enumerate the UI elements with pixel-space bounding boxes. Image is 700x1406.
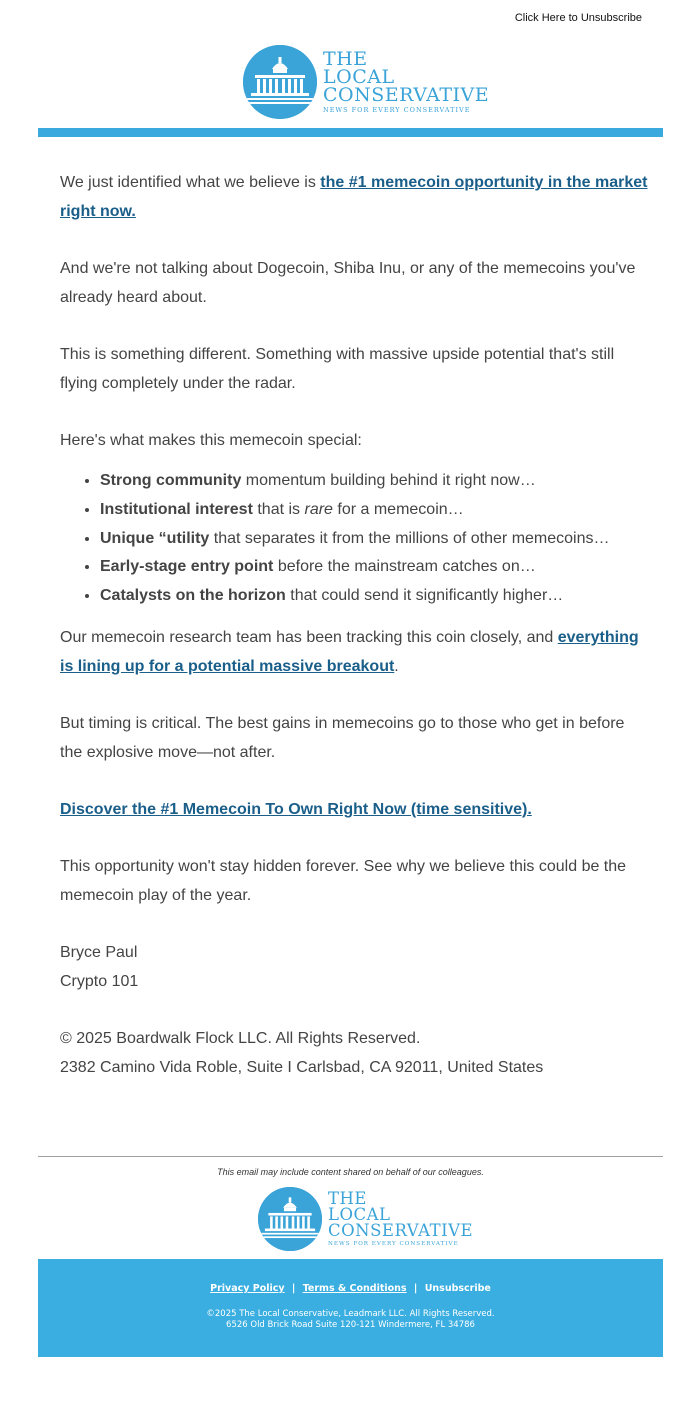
email-body	[60, 168, 650, 1110]
list-item: • Early-stage entry point before the mainstream catches on…	[100, 553, 650, 582]
sender-info	[60, 1024, 650, 1082]
footer-links	[38, 1283, 663, 1294]
logo-tagline: NEWS FOR EVERY CONSERVATIVE	[323, 106, 471, 115]
intro-text: We just identified what we believe is	[60, 174, 321, 191]
logo-tagline: NEWS FOR EVERY CONSERVATIVE	[328, 1240, 459, 1247]
breakout-link[interactable]: everything is lining up for a potential massive breakout	[60, 628, 639, 675]
logo-line-local: LOCAL	[323, 65, 395, 88]
link-separator: |	[291, 1283, 296, 1294]
sender-address: 2382 Camino Vida Roble, Suite I Carlsbad, CA 92011, United States	[60, 1058, 544, 1076]
copyright-text: © 2025 Boardwalk Flock LLC. All Rights Reserved.	[60, 1029, 421, 1047]
logo-line-local: LOCAL	[328, 1205, 391, 1225]
brand-wordmark	[323, 47, 490, 115]
footer-disclaimer: This email may include content shared on behalf of our colleagues.	[217, 1167, 484, 1177]
paragraph-not-dogecoin: And we're not talking about Dogecoin, Shiba Inu, or any of the memecoins you've already heard about.	[60, 260, 636, 306]
header-divider-bar	[38, 128, 663, 137]
list-item: • Strong community momentum building behind it right now…	[100, 467, 650, 496]
paragraph-hidden-forever: This opportunity won't stay hidden forever. See why we believe this could be the memecoin play of the year.	[60, 857, 627, 904]
cta-paragraph	[60, 795, 650, 824]
cta-discover-link[interactable]: Discover the #1 Memecoin To Own Right Now (time sensitive).	[60, 800, 532, 818]
logo-line-conservative: CONSERVATIVE	[323, 84, 490, 107]
intro-paragraph	[60, 168, 650, 226]
list-item: • Institutional interest that is rare for a memecoin…	[100, 496, 650, 525]
logo-line-the: THE	[323, 47, 368, 70]
capitol-building-icon	[258, 1187, 322, 1251]
signature	[60, 938, 650, 996]
footer-brand-wordmark	[328, 1191, 473, 1246]
privacy-policy-link[interactable]: Privacy Policy	[210, 1283, 285, 1294]
signature-org: Crypto 101	[60, 972, 139, 990]
paragraph-research-team: Our memecoin research team has been tracking this coin closely, and everything is lining up for a potential massive breakout.	[60, 628, 639, 675]
footer-brand-logo[interactable]	[258, 1187, 473, 1251]
paragraph-special-intro: Here's what makes this memecoin special:	[60, 432, 362, 449]
capitol-building-icon	[243, 45, 317, 119]
unsubscribe-top-link[interactable]: Click Here to Unsubscribe	[514, 12, 642, 24]
signature-name: Bryce Paul	[60, 943, 138, 961]
footer-address: 6526 Old Brick Road Suite 120-121 Windermere, FL 34786	[226, 1320, 475, 1330]
list-item: • Catalysts on the horizon that could send it significantly higher…	[100, 582, 650, 611]
logo-line-conservative: CONSERVATIVE	[328, 1220, 474, 1240]
brand-logo[interactable]	[243, 45, 489, 119]
footer-band	[38, 1259, 663, 1357]
unsubscribe-footer-link[interactable]: Unsubscribe	[424, 1283, 491, 1294]
paragraph-timing: But timing is critical. The best gains in memecoins go to those who get in before the explosive move—not after.	[60, 714, 625, 761]
opportunity-link[interactable]: the #1 memecoin opportunity in the market right now.	[60, 174, 648, 220]
link-separator: |	[413, 1283, 418, 1294]
footer-copyright: ©2025 The Local Conservative, Leadmark LLC. All Rights Reserved.	[206, 1309, 495, 1319]
logo-line-the: THE	[328, 1189, 367, 1209]
paragraph-something-different: This is something different. Something with massive upside potential that's still flying completely under the radar.	[60, 346, 615, 392]
footer-divider	[38, 1156, 663, 1157]
features-list	[60, 467, 650, 611]
terms-conditions-link[interactable]: Terms & Conditions	[302, 1283, 407, 1294]
list-item: • Unique “utility that separates it from the millions of other memecoins…	[100, 525, 650, 554]
footer-legal	[38, 1309, 663, 1331]
